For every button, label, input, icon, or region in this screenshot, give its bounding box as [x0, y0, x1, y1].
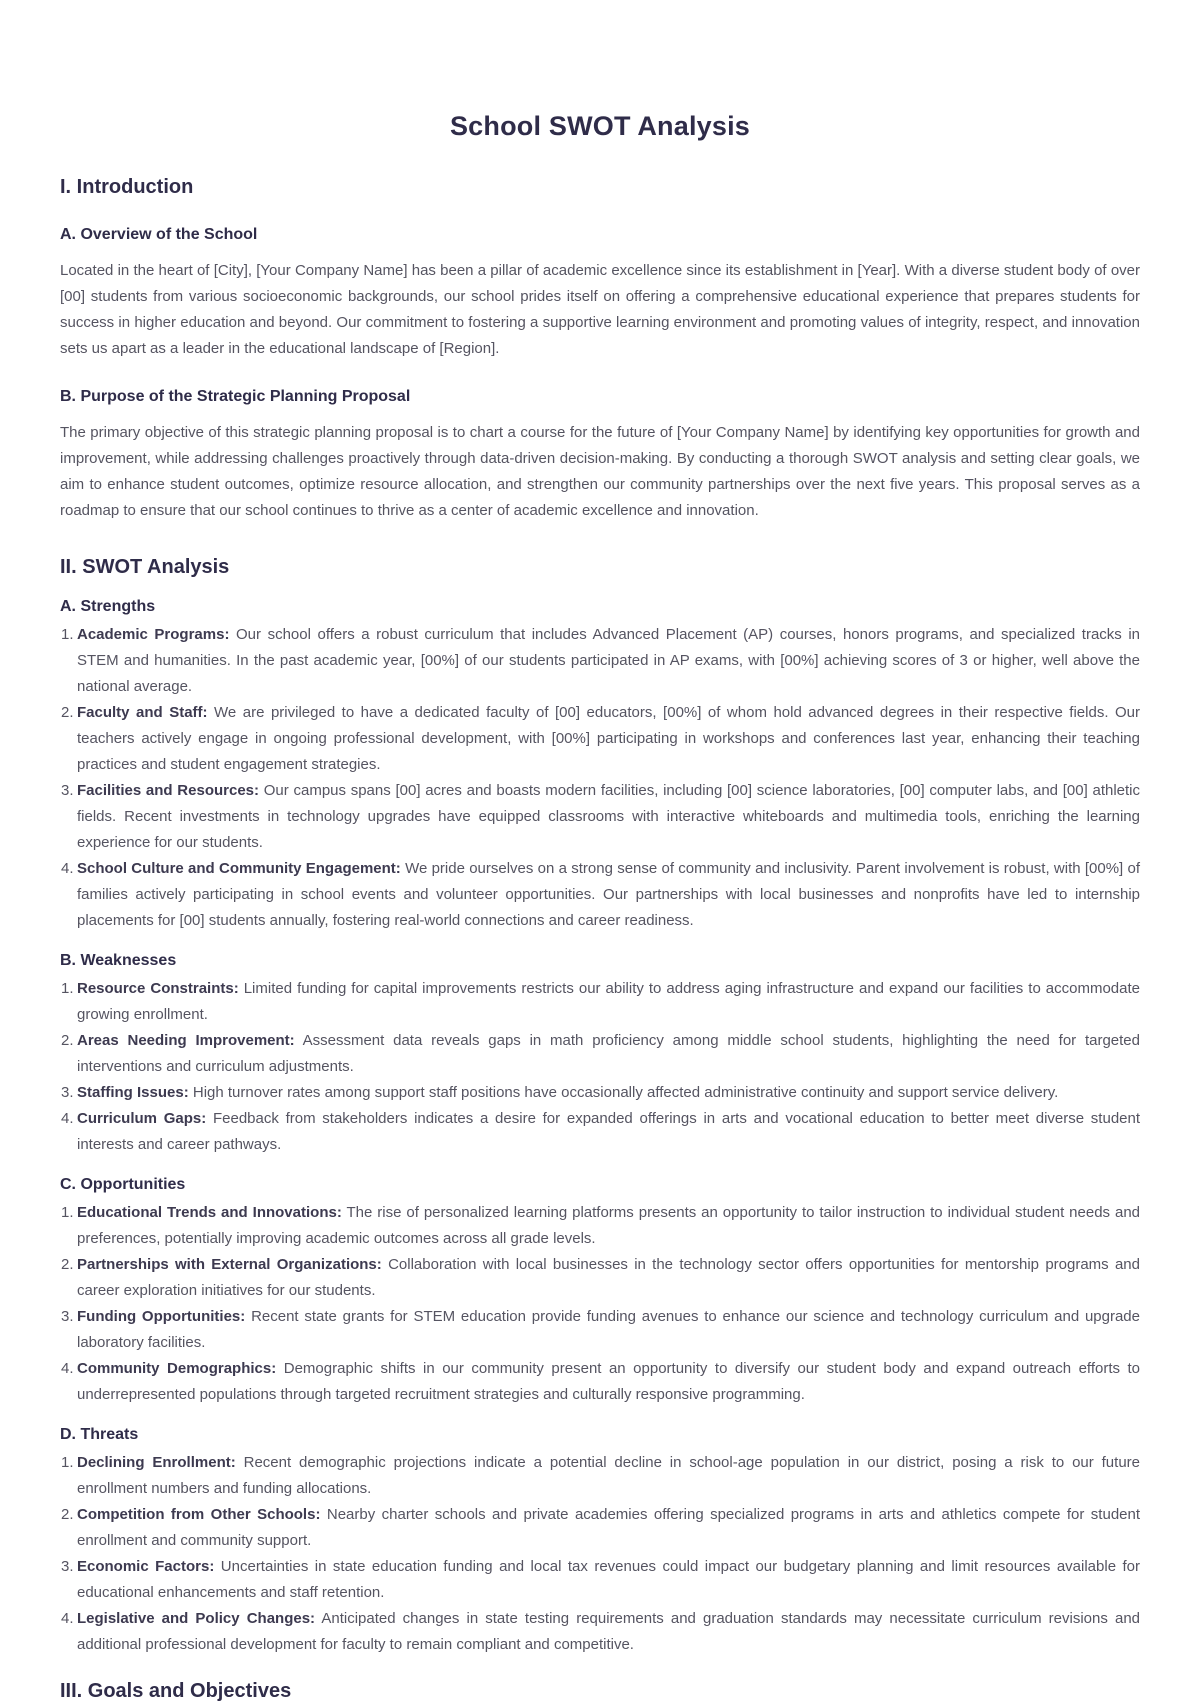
threats-list — [60, 1450, 1140, 1658]
list-item-text: Our school offers a robust curriculum that includes Advanced Placement (AP) courses, honors programs, and specialized tracks in STEM and humanities. In the past academic year, [00%] of our students participated in AP exams, with [00%] achieving scores of 3 or higher, well above the national average. — [77, 626, 1141, 695]
category-heading-threats: D. Threats — [60, 1426, 139, 1443]
list-item — [60, 856, 1140, 934]
list-item-label: Partnerships with External Organizations: — [77, 1256, 382, 1273]
paragraph-overview: Located in the heart of [City], [Your Company Name] has been a pillar of academic excellence since its establishment in [Year]. With a diverse student body of over [00] students from various socioeconomic backgrounds, our school prides itself on offering a comprehensive educational experience that prepares students for success in higher education and beyond. Our commitment to fostering a supportive learning environment and promoting values of integrity, respect, and innovation sets us apart as a leader in the educational landscape of [Region]. — [60, 262, 1140, 357]
section-heading-swot: II. SWOT Analysis — [60, 556, 230, 578]
list-item-label: School Culture and Community Engagement: — [77, 860, 401, 877]
list-item-label: Competition from Other Schools: — [77, 1506, 321, 1523]
list-item — [60, 1028, 1140, 1080]
list-item-number: 1. — [61, 1454, 74, 1471]
list-item — [60, 1502, 1140, 1554]
list-item-label: Community Demographics: — [77, 1360, 277, 1377]
list-item-number: 4. — [61, 1110, 74, 1127]
list-item-text: Limited funding for capital improvements restricts our ability to address aging infrastructure and expand our facilities to accommodate growing enrollment. — [77, 980, 1140, 1023]
list-item-number: 2. — [61, 1032, 74, 1049]
list-item-label: Funding Opportunities: — [77, 1308, 246, 1325]
list-item-label: Resource Constraints: — [77, 980, 239, 997]
category-heading-strengths: A. Strengths — [60, 598, 156, 615]
list-item-label: Legislative and Policy Changes: — [77, 1610, 316, 1627]
list-item — [60, 1106, 1140, 1158]
list-item-text: Uncertainties in state education funding and local tax revenues could impact our budgetary planning and limit resources available for educational enhancements and staff retention. — [77, 1558, 1141, 1601]
list-item-label: Economic Factors: — [77, 1558, 215, 1575]
list-item — [60, 1606, 1140, 1658]
list-item-text: Demographic shifts in our community present an opportunity to diversify our student body and expand outreach efforts to underrepresented populations through targeted recruitment strategies and culturally responsive programming. — [77, 1360, 1141, 1403]
list-item-number: 1. — [61, 1204, 74, 1221]
list-item-label: Facilities and Resources: — [77, 782, 260, 799]
list-item-number: 2. — [61, 1256, 74, 1273]
category-heading-opportunities: C. Opportunities — [60, 1176, 186, 1193]
list-item-text: We are privileged to have a dedicated faculty of [00] educators, [00%] of whom hold advanced degrees in their respective fields. Our teachers actively engage in ongoing professional development, with [00%] participating in workshops and conferences last year, enhancing their teaching practices and student engagement strategies. — [77, 704, 1140, 773]
swot-category-strengths — [60, 596, 1140, 934]
list-item-text: Anticipated changes in state testing requirements and graduation standards may necessitate curriculum revisions and additional professional development for faculty to remain compliant and competitive. — [77, 1610, 1140, 1653]
list-item — [60, 1080, 1140, 1106]
list-item-label: Faculty and Staff: — [77, 704, 208, 721]
list-item-text: High turnover rates among support staff positions have occasionally affected administrative continuity and support service delivery. — [192, 1084, 1059, 1101]
category-heading-weaknesses: B. Weaknesses — [60, 952, 177, 969]
subsection-heading-purpose: B. Purpose of the Strategic Planning Proposal — [60, 388, 411, 405]
list-item-text: The rise of personalized learning platforms presents an opportunity to tailor instruction to individual student needs and preferences, potentially improving academic outcomes across all grade levels. — [77, 1204, 1141, 1247]
list-item-number: 4. — [61, 860, 74, 877]
list-item — [60, 1200, 1140, 1252]
list-item-text: Recent state grants for STEM education provide funding avenues to enhance our science and technology curriculum and upgrade laboratory facilities. — [77, 1308, 1140, 1351]
list-item-text: Nearby charter schools and private academies offering specialized programs in arts and athletics compete for student enrollment and community support. — [77, 1506, 1141, 1549]
list-item-number: 3. — [61, 1084, 74, 1101]
list-item — [60, 778, 1140, 856]
list-item-label: Areas Needing Improvement: — [77, 1032, 295, 1049]
opportunities-list — [60, 1200, 1140, 1408]
section-heading-goals: III. Goals and Objectives — [60, 1680, 292, 1702]
swot-category-opportunities — [60, 1174, 1140, 1408]
list-item-text: We pride ourselves on a strong sense of community and inclusivity. Parent involvement is robust, with [00%] of families actively participating in school events and volunteer opportunities. Our partnerships with local businesses and nonprofits have led to internship placements for [00] students annually, fostering real-world connections and career readiness. — [77, 860, 1140, 929]
list-item-text: Assessment data reveals gaps in math proficiency among middle school students, highlighting the need for targeted interventions and curriculum adjustments. — [77, 1032, 1140, 1075]
list-item — [60, 1450, 1140, 1502]
list-item-number: 3. — [61, 1308, 74, 1325]
list-item-label: Staffing Issues: — [77, 1084, 189, 1101]
list-item-number: 3. — [61, 1558, 74, 1575]
list-item-number: 2. — [61, 1506, 74, 1523]
list-item — [60, 1554, 1140, 1606]
list-item-label: Curriculum Gaps: — [77, 1110, 207, 1127]
list-item-text: Recent demographic projections indicate a potential decline in school-age population in our district, posing a risk to our future enrollment numbers and funding allocations. — [77, 1454, 1141, 1497]
strengths-list — [60, 622, 1140, 934]
list-item-number: 3. — [61, 782, 74, 799]
section-heading-introduction: I. Introduction — [60, 176, 194, 198]
list-item — [60, 622, 1140, 700]
swot-category-threats — [60, 1424, 1140, 1658]
list-item — [60, 1252, 1140, 1304]
weaknesses-list — [60, 976, 1140, 1158]
list-item-text: Our campus spans [00] acres and boasts modern facilities, including [00] science laboratories, [00] computer labs, and [00] athletic fields. Recent investments in technology upgrades have equipped classrooms with interactive whiteboards and multimedia tools, enriching the learning experience for our students. — [77, 782, 1141, 851]
list-item-text: Collaboration with local businesses in the technology sector offers opportunities for mentorship programs and career exploration initiatives for our students. — [77, 1256, 1140, 1299]
list-item — [60, 1304, 1140, 1356]
list-item-label: Academic Programs: — [77, 626, 230, 643]
swot-category-weaknesses — [60, 950, 1140, 1158]
paragraph-purpose: The primary objective of this strategic planning proposal is to chart a course for the future of [Your Company Name] by identifying key opportunities for growth and improvement, while addressing challenges proactively through data-driven decision-making. By conducting a thorough SWOT analysis and setting clear goals, we aim to enhance student outcomes, optimize resource allocation, and strengthen our community partnerships over the next five years. This proposal serves as a roadmap to ensure that our school continues to thrive as a center of academic excellence and innovation. — [60, 424, 1140, 519]
list-item-number: 2. — [61, 704, 74, 721]
subsection-heading-overview: A. Overview of the School — [60, 226, 258, 243]
list-item-number: 4. — [61, 1360, 74, 1377]
list-item-number: 4. — [61, 1610, 74, 1627]
list-item — [60, 976, 1140, 1028]
page-title: School SWOT Analysis — [449, 111, 751, 141]
list-item — [60, 1356, 1140, 1408]
list-item-label: Declining Enrollment: — [77, 1454, 236, 1471]
list-item — [60, 700, 1140, 778]
list-item-number: 1. — [61, 980, 74, 997]
list-item-label: Educational Trends and Innovations: — [77, 1204, 342, 1221]
list-item-text: Feedback from stakeholders indicates a desire for expanded offerings in arts and vocational education to better meet diverse student interests and career pathways. — [77, 1110, 1141, 1153]
list-item-number: 1. — [61, 626, 74, 643]
